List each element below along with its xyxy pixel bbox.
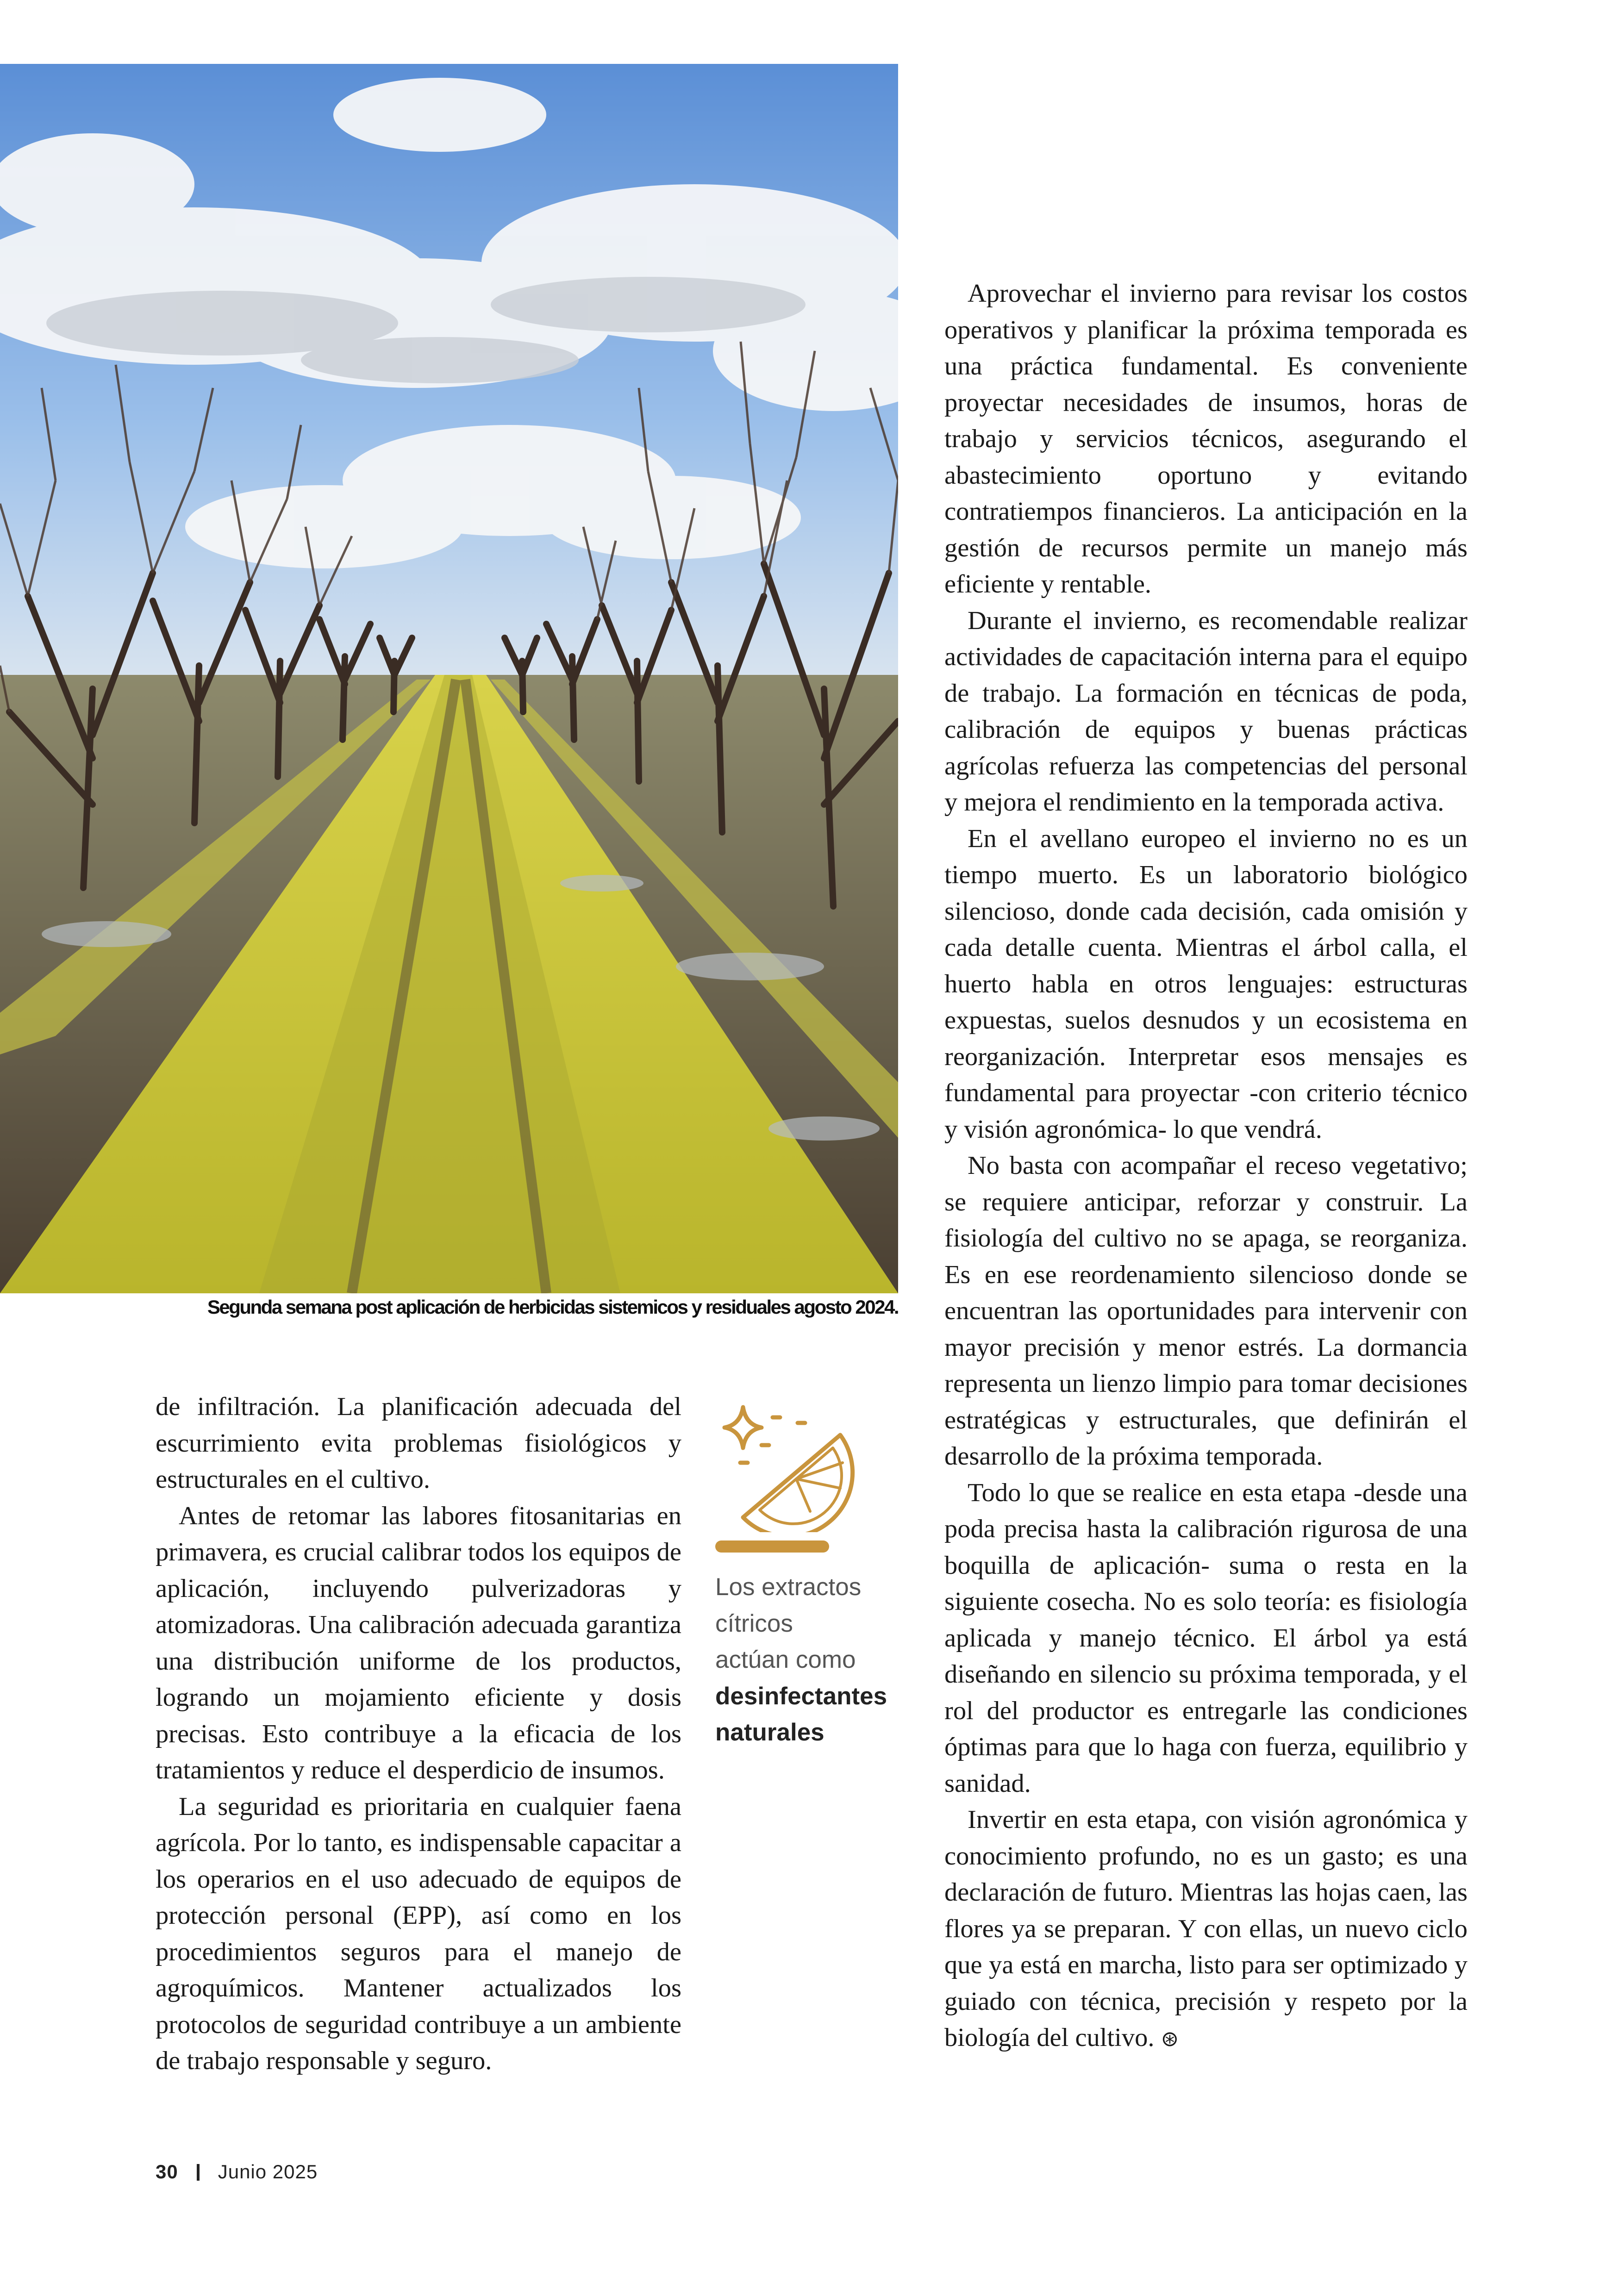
issue-date: Junio 2025 <box>218 2161 318 2183</box>
paragraph: Todo lo que se realice en esta etapa -desde una poda precisa hasta la calibración rigurosa de una boquilla de aplicación- suma o resta en la siguiente cosecha. No es solo teoría: es fisiología aplicada y manejo técnico. El árbol ya está diseñando en silencio su próxima temporada, y el rol del productor es entregarle las condiciones óptimas para que lo haga con fuerza, equilibrio y sanidad. <box>944 1478 1468 1798</box>
citrus-slice-icon <box>715 1393 868 1532</box>
paragraph: En el avellano europeo el invierno no es un tiempo muerto. Es un laboratorio biológico silencioso, donde cada decisión, cada omisión y cada detalle cuenta. Mientras el árbol calla, el huerto habla en otros lenguajes: estructuras expuestas, suelos desnudos y un ecosistema en reorganización. Interpretar esos mensajes es fundamental para proyectar -con criterio técnico y visión agronómica- lo que vendrá. <box>944 824 1468 1144</box>
pull-quote <box>715 1393 910 1751</box>
paragraph-last-text: Invertir en esta etapa, con visión agronómica y conocimiento profundo, no es un gasto; es una declaración de futuro. Mientras las hojas caen, las flores ya se preparan. Y con ellas, un nuevo ciclo que ya está en marcha, listo para ser optimizado y guiado con técnica, precisión y respeto por la biología del cultivo. <box>944 1805 1468 2052</box>
paragraph: Durante el invierno, es recomendable realizar actividades de capacitación interna para el equipo de trabajo. La formación en técnicas de poda, calibración de equipos y buenas prácticas agrícolas refuerza las competencias del personal y mejora el rendimiento en la temporada activa. <box>944 606 1468 817</box>
orchard-photo <box>0 64 898 1293</box>
accent-bar <box>715 1540 829 1553</box>
pull-quote-text <box>715 1569 910 1751</box>
pull-quote-line: actúan como <box>715 1646 856 1673</box>
paragraph: No basta con acompañar el receso vegetativo; se requiere anticipar, reforzar y construir. La fisiología del cultivo no se apaga, se reorganiza. Es en ese reordenamiento silencioso donde se encuentran las oportunidades para intervenir con mayor precisión y menor estrés. La dormancia representa un lienzo limpio para tomar decisiones estratégicas y estructurales, que definirán el desarrollo de la próxima temporada. <box>944 1151 1468 1471</box>
paragraph: Antes de retomar las labores fitosanitarias en primavera, es crucial calibrar todos los equipos de aplicación, incluyendo pulverizadoras y atomizadoras. Una calibración adecuada garantiza una distribución uniforme de los productos, logrando un mojamiento eficiente y dosis precisas. Esto contribuye a la eficacia de los tratamientos y reduce el desperdicio de insumos. <box>156 1501 681 1784</box>
end-mark-icon: ⊛ <box>1161 2026 1179 2051</box>
page-footer <box>156 2161 318 2183</box>
page-number: 30 <box>156 2161 178 2183</box>
pull-quote-line: cítricos <box>715 1609 793 1637</box>
left-column <box>156 1389 681 2079</box>
pull-quote-emphasis: naturales <box>715 1719 824 1746</box>
pull-quote-line: Los extractos <box>715 1573 862 1601</box>
paragraph: La seguridad es prioritaria en cualquier faena agrícola. Por lo tanto, es indispensable capacitar a los operarios en el uso adecuado de equipos de protección personal (EPP), así como en los procedimientos seguros para el manejo de agroquímicos. Mantener actualizados los protocolos de seguridad contribuye a un ambiente de trabajo responsable y seguro. <box>156 1792 681 2075</box>
paragraph: Aprovechar el invierno para revisar los costos operativos y planificar la próxima temporada es una práctica fundamental. Es conveniente proyectar necesidades de insumos, horas de trabajo y servicios técnicos, asegurando el abastecimiento oportuno y evitando contratiempos financieros. La anticipación en la gestión de recursos permite un manejo más eficiente y rentable. <box>944 279 1468 599</box>
paragraph: de infiltración. La planificación adecuada del escurrimiento evita problemas fisiológicos y estructurales en el cultivo. <box>156 1392 681 1494</box>
paragraph-last <box>944 1802 1468 2057</box>
orchard-illustration <box>0 64 898 1293</box>
photo-caption: Segunda semana post aplicación de herbicidas sistemicos y residuales agosto 2024. <box>207 1296 898 1318</box>
footer-divider <box>197 2164 200 2181</box>
pull-quote-emphasis: desinfectantes <box>715 1682 887 1710</box>
right-column <box>944 275 1468 2057</box>
